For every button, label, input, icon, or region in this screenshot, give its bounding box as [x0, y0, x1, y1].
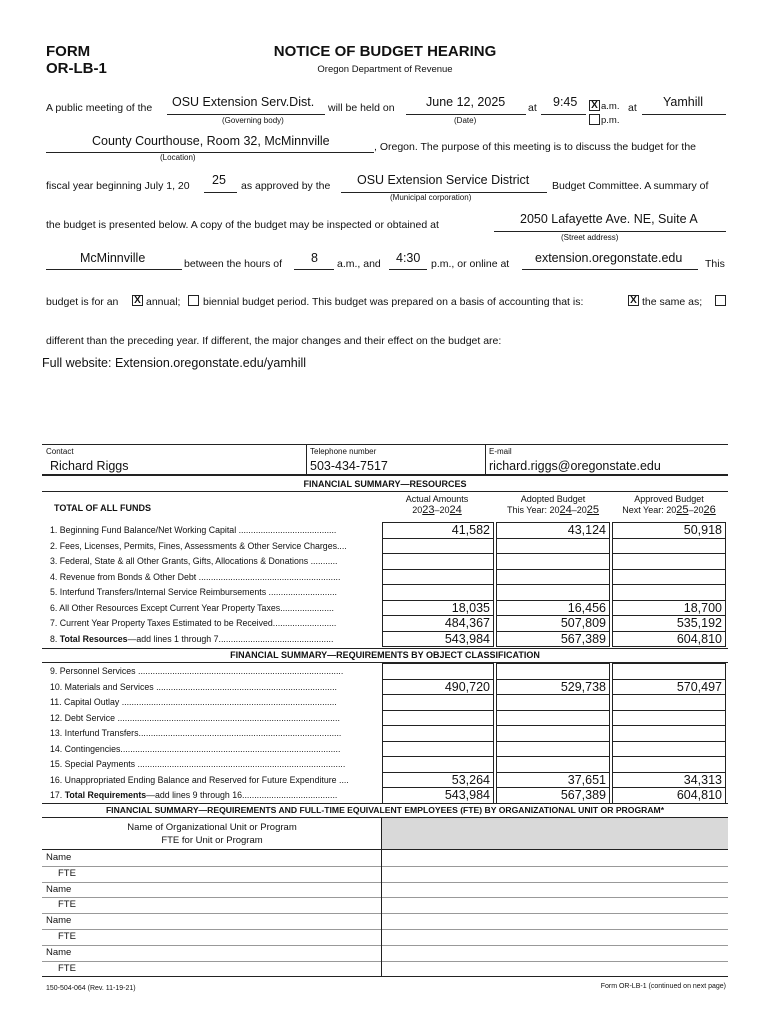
contact-top-rule [42, 444, 728, 445]
text-pm-online: p.m., or online at [431, 258, 510, 270]
fte-section-title: FINANCIAL SUMMARY—REQUIREMENTS AND FULL-TIME EQUIVALENT EMPLOYEES (FTE) BY ORGANIZATIONAL UNIT OR PROGRAM* [105, 805, 665, 815]
resources-value-col2[interactable]: 16,456 [567, 600, 606, 615]
col1-year [382, 506, 492, 515]
caption-municipal: (Municipal corporation) [390, 193, 472, 202]
resources-row-label[interactable]: 3. Federal, State & all Other Grants, Gifts, Allocations & Donations ........... [50, 556, 338, 566]
requirements-row-label[interactable]: 12. Debt Service ........................................................................................... [50, 712, 340, 723]
requirements-cell-col1[interactable] [382, 663, 494, 680]
requirements-value-col1[interactable]: 53,264 [451, 772, 490, 787]
biennial-checkbox[interactable] [188, 295, 199, 306]
governing-body-line [167, 114, 325, 115]
requirements-value-col2[interactable]: 529,738 [560, 679, 606, 694]
fte-row-cell[interactable] [382, 866, 728, 881]
resources-row-label[interactable]: 6. All Other Resources Except Current Year Property Taxes...................... [50, 602, 334, 613]
requirements-section-title: FINANCIAL SUMMARY—REQUIREMENTS BY OBJECT CLASSIFICATION [230, 650, 540, 660]
col1-year-prefix: 20 [412, 505, 423, 515]
city-field[interactable]: McMinnville [80, 251, 146, 265]
email-label: E-mail [489, 447, 512, 456]
col3-year-start: 25 [676, 504, 689, 516]
col1-year-end: 24 [449, 504, 462, 516]
municipal-field[interactable]: OSU Extension Service District [357, 173, 530, 187]
resources-header-rule [42, 491, 728, 492]
resources-value-col1[interactable]: 41,582 [451, 523, 490, 537]
resources-value-col2[interactable]: 567,389 [560, 631, 606, 646]
fte-row-label[interactable]: Name [46, 883, 72, 895]
footer-continued: Form OR-LB-1 (continued on next page) [600, 983, 726, 990]
resources-row-label[interactable] [50, 634, 380, 644]
resources-cell-col2[interactable] [496, 584, 610, 601]
requirements-row-label[interactable]: 10. Materials and Services .......................................................................... [50, 681, 337, 692]
contact-label: Contact [46, 447, 74, 456]
requirements-cell-col2[interactable] [496, 725, 610, 742]
table-top-rule [42, 474, 728, 476]
text-different-than: different than the preceding year. If different, the major changes and their effect on the budget are: [46, 335, 502, 347]
col3-year-prefix: Next Year: 20 [622, 505, 677, 515]
fte-row-label[interactable]: FTE [58, 931, 76, 942]
col1-year-mid: –20 [434, 505, 450, 515]
date-line [406, 114, 526, 115]
fte-row-label[interactable]: Name [46, 915, 72, 927]
requirements-row-label[interactable]: 11. Capital Outlay ........................................................................................ [50, 697, 337, 707]
col2-year-start: 24 [559, 504, 572, 516]
form-label: FORM [46, 43, 91, 60]
col1-year-start: 23 [422, 504, 435, 516]
requirements-row-label[interactable]: 14. Contingencies.......................................................................................... [50, 743, 341, 754]
col3-header: Approved Budget [634, 494, 704, 504]
fy-line [204, 192, 237, 193]
requirements-cell-col1[interactable] [382, 710, 494, 727]
time-line [541, 114, 586, 115]
resources-cell-col3[interactable] [612, 553, 726, 570]
resources-value-col1[interactable]: 543,984 [444, 631, 490, 646]
col2-header: Adopted Budget [520, 494, 586, 504]
email-field[interactable]: richard.riggs@oregonstate.edu [489, 459, 661, 473]
fte-row-cell[interactable] [382, 897, 728, 912]
caption-governing-body: (Governing body) [222, 116, 284, 125]
col2-year-mid: –20 [571, 505, 587, 515]
requirements-value-col1[interactable]: 543,984 [444, 788, 490, 802]
resources-cell-col1[interactable] [382, 584, 494, 601]
text-this: This [705, 258, 725, 270]
requirements-top-rule [42, 648, 728, 649]
fte-header-fte: FTE for Unit or Program [161, 835, 263, 846]
col1-header: Actual Amounts [405, 494, 469, 504]
fte-row-cell[interactable] [382, 913, 728, 928]
requirements-row-label[interactable]: 15. Special Payments ..................................................................................... [50, 759, 346, 769]
requirements-cell-col3[interactable] [612, 710, 726, 727]
requirements-value-col3[interactable]: 570,497 [676, 679, 722, 694]
text-approved-by: as approved by the [241, 180, 331, 192]
fte-bottom-rule [42, 976, 728, 977]
requirements-cell-col3[interactable] [612, 663, 726, 680]
resources-value-col3[interactable]: 535,192 [676, 616, 722, 630]
requirements-row-label[interactable]: 9. Personnel Services .................................................................................... [50, 666, 344, 676]
text-public-meeting: A public meeting of the [46, 102, 153, 114]
requirements-cell-col3[interactable] [612, 756, 726, 773]
requirements-cell-col2[interactable] [496, 756, 610, 773]
fte-row-label[interactable]: Name [46, 946, 72, 958]
hour-from-line [294, 269, 334, 270]
resources-value-col2[interactable]: 43,124 [567, 523, 606, 537]
resources-value-col3[interactable]: 18,700 [683, 600, 722, 615]
page-subtitle: Oregon Department of Revenue [317, 64, 453, 75]
requirements-value-col2[interactable]: 37,651 [567, 772, 606, 787]
text-am-and: a.m., and [337, 258, 381, 270]
hour-to-line [389, 269, 427, 270]
resources-cell-col3[interactable] [612, 569, 726, 586]
resources-value-col3[interactable]: 604,810 [676, 631, 722, 646]
col3-year [612, 506, 726, 515]
fte-row-label[interactable]: FTE [58, 962, 76, 974]
requirements-row-label[interactable] [50, 790, 380, 800]
resources-row-label[interactable]: 2. Fees, Licenses, Permits, Fines, Assessments & Other Service Charges.... [50, 540, 347, 551]
page-title: NOTICE OF BUDGET HEARING [273, 43, 497, 60]
resources-row-rest[interactable]: —add lines 1 through 7............................................... [127, 633, 334, 644]
online-field[interactable]: extension.oregonstate.edu [535, 251, 683, 265]
resources-row-label[interactable]: 7. Current Year Property Taxes Estimated to be Received.......................... [50, 618, 337, 628]
fte-row-cell[interactable] [382, 945, 728, 960]
fte-row-label[interactable]: FTE [58, 867, 76, 879]
requirements-value-col2[interactable]: 567,389 [560, 788, 606, 802]
resources-cell-col2[interactable] [496, 553, 610, 570]
resources-section-title: FINANCIAL SUMMARY—RESOURCES [303, 479, 467, 489]
fte-top-rule [42, 803, 728, 804]
text-fiscal-year: fiscal year beginning July 1, 20 [46, 180, 190, 192]
text-same-as: the same as; [642, 296, 703, 308]
phone-field[interactable]: 503-434-7517 [310, 459, 388, 473]
place-line [642, 114, 726, 115]
resources-cell-col3[interactable] [612, 584, 726, 601]
requirements-cell-col1[interactable] [382, 725, 494, 742]
caption-location: (Location) [160, 153, 196, 162]
resources-cell-col1[interactable] [382, 569, 494, 586]
phone-label: Telephone number [310, 447, 377, 456]
resources-value-col1[interactable]: 18,035 [451, 600, 490, 615]
col3-year-mid: –20 [688, 505, 704, 515]
requirements-cell-col1[interactable] [382, 741, 494, 758]
requirements-cell-col3[interactable] [612, 725, 726, 742]
requirements-cell-col1[interactable] [382, 694, 494, 711]
requirements-cell-col2[interactable] [496, 694, 610, 711]
contact-divider-2 [485, 444, 486, 474]
requirements-row-bold[interactable]: Total Requirements [64, 790, 147, 800]
text-at-2: at [628, 102, 637, 114]
time-field[interactable]: 9:45 [553, 95, 578, 109]
budget-changes-field[interactable]: Full website: Extension.oregonstate.edu/yamhill [42, 356, 307, 370]
resources-cell-col2[interactable] [496, 538, 610, 555]
col2-year [496, 506, 610, 515]
requirements-cell-col2[interactable] [496, 741, 610, 758]
caption-street: (Street address) [561, 233, 619, 242]
fy-field[interactable]: 25 [212, 173, 226, 187]
fte-row-cell[interactable] [382, 850, 728, 865]
resources-row-num[interactable]: 8. [50, 633, 60, 644]
resources-cell-col1[interactable] [382, 538, 494, 555]
requirements-cell-col3[interactable] [612, 694, 726, 711]
col2-year-prefix: This Year: 20 [506, 505, 560, 515]
requirements-cell-col1[interactable] [382, 756, 494, 773]
total-all-funds-label: TOTAL OF ALL FUNDS [54, 503, 151, 513]
contact-field[interactable]: Richard Riggs [50, 459, 129, 473]
hour-from-field[interactable]: 8 [311, 251, 318, 265]
hour-to-field[interactable]: 4:30 [396, 251, 421, 265]
fte-row-label[interactable]: FTE [58, 899, 76, 911]
am-label: a.m. [601, 101, 620, 112]
fte-row-cell[interactable] [382, 929, 728, 944]
text-between-hours: between the hours of [184, 258, 283, 270]
requirements-value-col3[interactable]: 604,810 [676, 788, 722, 802]
footer-form-number: 150-504-064 (Rev. 11-19-21) [46, 985, 136, 992]
text-budget-is-for: budget is for an [46, 296, 119, 308]
requirements-row-rest[interactable]: —add lines 9 through 16....................................... [146, 790, 338, 800]
resources-row-label[interactable]: 5. Interfund Transfers/Internal Service Reimbursements ............................ [50, 587, 337, 597]
caption-date: (Date) [454, 116, 477, 125]
resources-value-col3[interactable]: 50,918 [683, 523, 722, 537]
resources-row-label[interactable]: 4. Revenue from Bonds & Other Debt .......................................................... [50, 571, 341, 582]
requirements-cell-col2[interactable] [496, 663, 610, 680]
form-id: OR-LB-1 [46, 60, 107, 77]
col2-year-end: 25 [586, 504, 600, 516]
am-checkbox[interactable]: X [589, 100, 600, 111]
location-line [46, 152, 374, 153]
contact-divider-1 [306, 444, 307, 474]
fte-col-divider [381, 818, 382, 976]
pm-label: p.m. [601, 115, 620, 126]
requirements-row-num[interactable]: 17. [50, 790, 65, 800]
fte-row-label[interactable]: Name [46, 852, 72, 863]
resources-cell-col1[interactable] [382, 553, 494, 570]
fte-row-cell[interactable] [382, 961, 728, 976]
resources-row-label[interactable]: 1. Beginning Fund Balance/Net Working Capital ........................................ [50, 525, 337, 535]
resources-value-col1[interactable]: 484,367 [444, 616, 490, 630]
requirements-value-col3[interactable]: 34,313 [683, 772, 722, 787]
resources-value-col2[interactable]: 507,809 [560, 616, 606, 630]
text-at: at [528, 102, 537, 114]
text-biennial: biennial budget period. This budget was prepared on a basis of accounting that is: [203, 296, 584, 308]
same-as-checkbox[interactable]: X [628, 295, 639, 306]
text-budget-presented: the budget is presented below. A copy of the budget may be inspected or obtained at [46, 219, 439, 231]
different-checkbox[interactable] [715, 295, 726, 306]
street-field[interactable]: 2050 Lafayette Ave. NE, Suite A [520, 212, 698, 226]
text-will-be-held: will be held on [328, 102, 395, 114]
col3-year-end: 26 [703, 504, 716, 516]
fte-row-cell[interactable] [382, 882, 728, 897]
text-annual: annual; [146, 296, 181, 308]
text-budget-committee: Budget Committee. A summary of [552, 180, 709, 192]
resources-cell-col3[interactable] [612, 538, 726, 555]
requirements-value-col1[interactable]: 490,720 [444, 679, 490, 694]
text-oregon-purpose: , Oregon. The purpose of this meeting is to discuss the budget for the [374, 141, 696, 153]
requirements-row-label[interactable]: 13. Interfund Transfers................................................................................... [50, 728, 342, 738]
fte-header-name: Name of Organizational Unit or Program [127, 822, 297, 833]
city-line [46, 269, 182, 270]
resources-row-bold[interactable]: Total Resources [59, 633, 128, 644]
requirements-cell-col2[interactable] [496, 710, 610, 727]
governing-body-field[interactable]: OSU Extension Serv.Dist. [172, 95, 315, 109]
annual-checkbox[interactable]: X [132, 295, 143, 306]
online-line [522, 269, 698, 270]
pm-checkbox[interactable] [589, 114, 600, 125]
place-field[interactable]: Yamhill [663, 95, 704, 109]
requirements-cell-col3[interactable] [612, 741, 726, 758]
street-line [494, 231, 726, 232]
date-field[interactable]: June 12, 2025 [426, 95, 506, 109]
resources-cell-col2[interactable] [496, 569, 610, 586]
location-field[interactable]: County Courthouse, Room 32, McMinnville [92, 134, 330, 148]
fte-grey-band [381, 818, 728, 849]
requirements-row-label[interactable]: 16. Unappropriated Ending Balance and Reserved for Future Expenditure .... [50, 774, 349, 785]
